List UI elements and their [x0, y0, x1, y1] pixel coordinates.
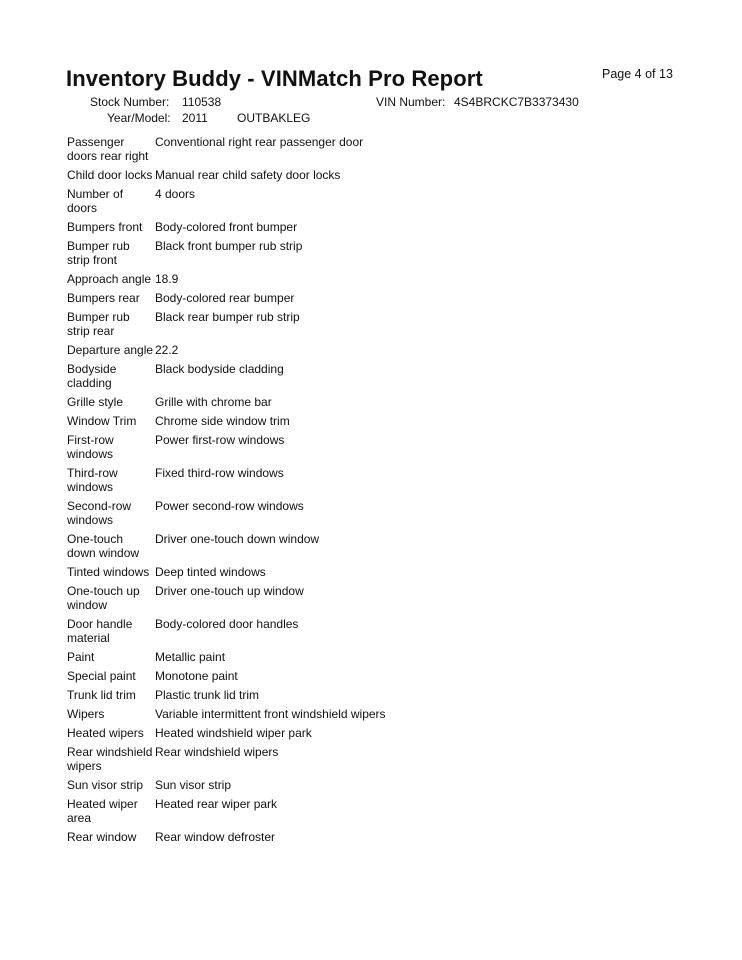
spec-name: Grille style — [67, 394, 124, 409]
spec-row — [64, 359, 386, 392]
spec-row — [64, 742, 386, 775]
spec-value: Rear windshield wipers — [155, 744, 279, 759]
spec-value: Monotone paint — [155, 668, 238, 683]
spec-row — [64, 430, 386, 463]
spec-name: Departure angle — [67, 342, 154, 357]
model-value: OUTBAKLEG — [237, 111, 311, 125]
spec-value: 4 doors — [155, 186, 196, 201]
spec-value: Body-colored door handles — [155, 616, 299, 631]
spec-value: 22.2 — [155, 342, 179, 357]
stock-number-label: Stock Number: — [90, 95, 170, 109]
spec-name: First-row windows — [67, 432, 114, 461]
spec-row — [64, 775, 386, 794]
spec-name: Paint — [67, 649, 95, 664]
vin-number-label: VIN Number: — [376, 95, 446, 109]
spec-name: Rear windshield wipers — [67, 744, 153, 773]
specs-table — [64, 132, 386, 846]
spec-value: Grille with chrome bar — [155, 394, 272, 409]
spec-row — [64, 827, 386, 846]
spec-name: Second-row windows — [67, 498, 132, 527]
spec-name: Approach angle — [67, 271, 152, 286]
spec-row — [64, 723, 386, 742]
spec-value: Plastic trunk lid trim — [155, 687, 260, 702]
spec-name: Heated wipers — [67, 725, 144, 740]
spec-value: Manual rear child safety door locks — [155, 167, 341, 182]
spec-name: Bumpers front — [67, 219, 143, 234]
spec-row — [64, 236, 386, 269]
spec-value: Black bodyside cladding — [155, 361, 284, 376]
spec-value: Variable intermittent front windshield wipers — [155, 706, 386, 721]
spec-value: Sun visor strip — [155, 777, 232, 792]
spec-row — [64, 392, 386, 411]
spec-row — [64, 132, 386, 165]
spec-row — [64, 794, 386, 827]
spec-value: Chrome side window trim — [155, 413, 290, 428]
spec-row — [64, 666, 386, 685]
spec-name: Trunk lid trim — [67, 687, 136, 702]
spec-value: Driver one-touch down window — [155, 531, 320, 546]
spec-row — [64, 647, 386, 666]
spec-name: Sun visor strip — [67, 777, 144, 792]
spec-name: Window Trim — [67, 413, 137, 428]
spec-row — [64, 269, 386, 288]
spec-value: Fixed third-row windows — [155, 465, 284, 480]
spec-value: Heated windshield wiper park — [155, 725, 312, 740]
spec-value: Body-colored front bumper — [155, 219, 298, 234]
spec-name: One-touch down window — [67, 531, 140, 560]
year-model-label: Year/Model: — [107, 111, 171, 125]
spec-value: Driver one-touch up window — [155, 583, 304, 598]
spec-value: Power second-row windows — [155, 498, 304, 513]
spec-name: Number of doors — [67, 186, 124, 215]
specs-table-body — [64, 132, 386, 846]
spec-row — [64, 217, 386, 236]
spec-row — [64, 340, 386, 359]
spec-row — [64, 704, 386, 723]
spec-name: Bumpers rear — [67, 290, 140, 305]
spec-name: Special paint — [67, 668, 136, 683]
spec-row — [64, 307, 386, 340]
spec-value: Heated rear wiper park — [155, 796, 278, 811]
spec-row — [64, 529, 386, 562]
spec-row — [64, 614, 386, 647]
spec-name: Passenger doors rear right — [67, 134, 149, 163]
spec-name: Bodyside cladding — [67, 361, 117, 390]
spec-row — [64, 581, 386, 614]
spec-name: Child door locks — [67, 167, 153, 182]
spec-row — [64, 184, 386, 217]
spec-row — [64, 288, 386, 307]
report-title: Inventory Buddy - VINMatch Pro Report — [66, 66, 483, 91]
spec-value: Conventional right rear passenger door — [155, 134, 364, 149]
spec-value: Black rear bumper rub strip — [155, 309, 300, 324]
spec-value: Power first-row windows — [155, 432, 285, 447]
spec-value: Body-colored rear bumper — [155, 290, 295, 305]
spec-name: Bumper rub strip rear — [67, 309, 130, 338]
spec-row — [64, 411, 386, 430]
spec-name: Third-row windows — [67, 465, 118, 494]
spec-row — [64, 463, 386, 496]
spec-row — [64, 562, 386, 581]
spec-name: Rear window — [67, 829, 137, 844]
spec-row — [64, 496, 386, 529]
page-number: Page 4 of 13 — [602, 67, 673, 81]
spec-name: Heated wiper area — [67, 796, 138, 825]
spec-row — [64, 165, 386, 184]
stock-number-value: 110538 — [182, 95, 222, 109]
spec-row — [64, 685, 386, 704]
spec-value: Rear window defroster — [155, 829, 276, 844]
spec-value: 18.9 — [155, 271, 179, 286]
spec-value: Metallic paint — [155, 649, 226, 664]
spec-name: Wipers — [67, 706, 105, 721]
spec-name: Tinted windows — [67, 564, 150, 579]
spec-name: Bumper rub strip front — [67, 238, 130, 267]
spec-name: One-touch up window — [67, 583, 140, 612]
spec-name: Door handle material — [67, 616, 133, 645]
vin-number-value: 4S4BRCKC7B3373430 — [454, 95, 579, 109]
spec-value: Black front bumper rub strip — [155, 238, 303, 253]
spec-value: Deep tinted windows — [155, 564, 266, 579]
year-value: 2011 — [182, 111, 208, 125]
